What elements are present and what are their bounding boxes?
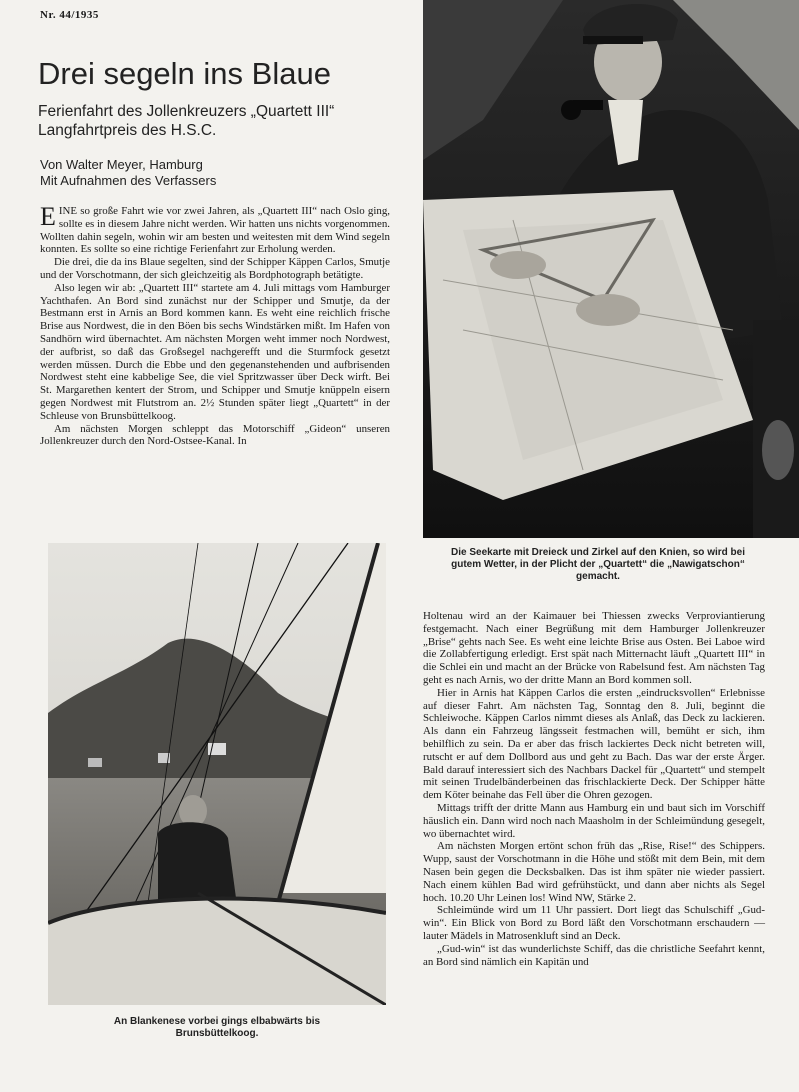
chart-caption-line-2: gutem Wetter, in der Plicht der „Quartett“ die „Nawigatschon“ — [451, 559, 745, 570]
paragraph-4: Am nächsten Morgen schleppt das Motorschiff „Gideon“ unseren Jollenkreuzer durch den Nord-Ostsee-Kanal. In — [40, 422, 390, 448]
left-column-text — [40, 202, 390, 448]
right-column-text — [423, 610, 765, 968]
paragraph-3: Also legen wir ab: „Quartett III“ startete am 4. Juli mittags vom Hamburger Yachthafen. An Bord sind zunächst nur der Schipper und Smutje, da der Bestmann erst in Arnis an Bord kommen kann. Es weht eine reichlich frische Brise aus Nordwest, die in den Böen bis sechs Windstärken mißt. Im Hafen von Sandhörn wird übernachtet. Am nächsten Morgen weht immer noch Nordwest, der aufbrist, so daß das Großsegel nachgerefft und die Sturmfock gesetzt werden müssen. Durch die Ebbe und den gegenanstehenden und aufbrisenden Nordwest steht eine kabbelige See, die viel Spritzwasser über Deck wirft. Bei St. Margarethen kentert der Strom, und Schipper und Smutje knüppeln eisern gegen Nordwest mit Flutstrom an. 2½ Stunden später liegt „Quartett“ in der Schleuse von Brunsbüttelkoog. — [40, 281, 390, 422]
paragraph-1-text: INE so große Fahrt wie vor zwei Jahren, als „Quartett III“ nach Oslo ging, sollte es in diesem Jahre nicht werden. Wir hatten uns nichts vorgenommen. Wollten dahin segeln, wohin wir am besten und weitesten mit dem Wind segeln konnten. Es sollte so eine richtige Ferienfahrt zur Erholung werden. — [40, 205, 390, 256]
issue-number: Nr. 44/1935 — [40, 9, 99, 21]
paragraph-8: Am nächsten Morgen ertönt schon früh das „Rise, Rise!“ des Schippers. Wupp, saust der Vorschotmann in die Höhe und stößt mit dem Bein, mit dem Nasen bein gegen die Decksbalken. Das ist ihm später nie wieder passiert. Nach einem kühlen Bad wird gefrühstückt, und dann aber nichts als Segel hoch. 10.20 Uhr Leinen los! Wind NW, Stärke 2. — [423, 840, 765, 904]
sailing-photo-image — [48, 543, 386, 1005]
sailing-photo-caption — [48, 1016, 386, 1040]
sail-caption-line-1: An Blankenese vorbei gings elbabwärts bis — [113, 1016, 321, 1027]
paragraph-1 — [40, 202, 390, 256]
chart-photo-caption — [423, 547, 773, 583]
paragraph-10: „Gud-win“ ist das wunderlichste Schiff, das die christliche Seefahrt kennt, an Bord sind nämlich ein Kapitän und — [423, 942, 765, 968]
subtitle-line-2: Langfahrtpreis des H.S.C. — [38, 122, 217, 139]
paragraph-2: Die drei, die da ins Blaue segelten, sind der Schipper Käppen Carlos, Smutje und der Vorschotmann, der sich gleichzeitig als Bordphotograph betätigte. — [40, 256, 390, 281]
photo-credit-line: Mit Aufnahmen des Verfassers — [40, 173, 217, 188]
chart-caption-line-1: Die Seekarte mit Dreieck und Zirkel auf den Knien, so wird bei — [451, 547, 745, 558]
article-subtitle — [38, 102, 334, 140]
byline — [40, 157, 216, 189]
sail-caption-line-2: Brunsbüttelkoog. — [175, 1028, 259, 1039]
paragraph-7: Mittags trifft der dritte Mann aus Hamburg ein und baut sich im Vorschiff häuslich ein. Dann wird noch nach Maasholm in der Schleimündung gesegelt, wo übernachtet wird. — [423, 801, 765, 840]
author-line: Von Walter Meyer, Hamburg — [40, 157, 203, 172]
paragraph-9: Schleimünde wird um 11 Uhr passiert. Dort liegt das Schulschiff „Gud-win“. Ein Blick von Bord zu Bord läßt den Vorschotmann erschaudern — lauter Mädels in Matrosenkluft sind an Deck. — [423, 904, 765, 942]
chart-photo-image — [423, 0, 799, 538]
chart-caption-line-3: gemacht. — [576, 571, 620, 582]
dropcap: E — [40, 202, 56, 231]
paragraph-6: Hier in Arnis hat Käppen Carlos die ersten „eindrucksvollen“ Erlebnisse auf dieser Fahrt. Am nächsten Tag, Sonntag den 8. Juli, beginnt die Schleiwoche. Käppen Carlos nimmt dieses als Anlaß, das Deck zu lackieren. Als dann ein Fahrzeug längsseit festmachen will, bemüht er sich, ihm behilflich zu sein. Da er aber das frisch lackiertes Deck nicht betreten will, rutscht er auf dem Dollbord aus und geht zu Bach. Das war der erste Ärger. Bald darauf interessiert sich des Nachbars Dackel für „Quartett“ und stempelt mit seinen Trudelbänderbeinen das frischlackierte Deck. Der Schipper hätte dem Köter beinahe das Fell über die Ohren gezogen. — [423, 686, 765, 802]
paragraph-5: Holtenau wird an der Kaimauer bei Thiessen zwecks Verproviantierung festgemacht. Nach einer Begrüßung mit dem Hamburger Jollenkreuzer „Brise“ gehts nach See. Es weht eine leichte Brise aus Osten. Bei Laboe wird die Zollabfertigung erledigt. Erst spät nach Mitternacht läuft „Quartett III“ in die Schlei ein und macht an der Brücke von Rabelsund fest. Am nächsten Tag geht es nach Arnis, wo der dritte Mann an Bord kommen soll. — [423, 610, 765, 686]
article-title: Drei segeln ins Blaue — [38, 56, 331, 91]
chart-photo — [423, 0, 799, 538]
subtitle-line-1: Ferienfahrt des Jollenkreuzers „Quartett III“ — [38, 103, 335, 120]
sailing-photo — [48, 543, 386, 1005]
